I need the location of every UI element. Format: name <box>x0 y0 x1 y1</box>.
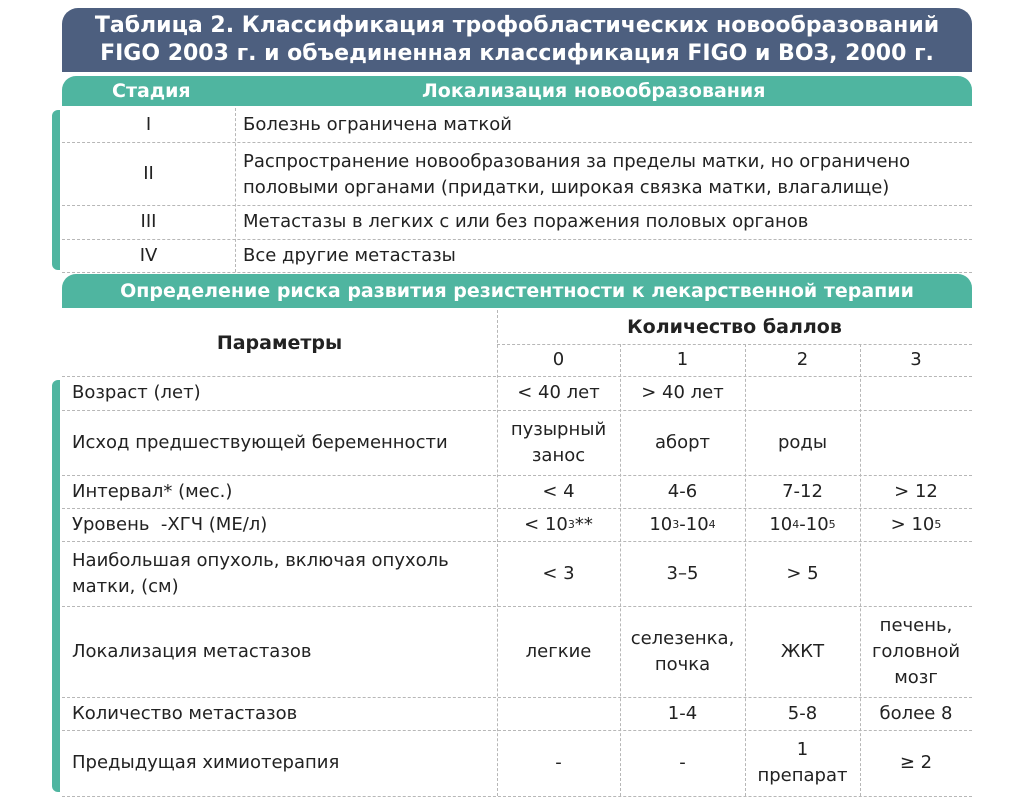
chemotherapy-score-2 <box>745 730 860 796</box>
age-label: Возраст (лет) <box>72 382 201 403</box>
interval-score-0: < 4 <box>542 480 575 502</box>
metastasis-count-label: Количество метастазов <box>72 702 298 724</box>
metastasis-location-score-2: ЖКТ <box>780 640 825 662</box>
hcg-label: Уровень -ХГЧ (МЕ/л) <box>72 513 268 535</box>
chemotherapy-label: Предыдущая химиотерапия <box>72 752 340 773</box>
chemotherapy-score-2-line-1: 1 <box>796 739 809 760</box>
stage-i: I <box>145 114 152 135</box>
metastasis-count-score-1: 1-4 <box>667 702 698 724</box>
metastasis-location-label: Локализация метастазов <box>72 640 312 662</box>
staging-bracket <box>52 110 60 270</box>
chemotherapy-score-1: - <box>679 752 686 773</box>
score-header: Количество баллов <box>627 316 842 338</box>
score-2: 2 <box>796 349 809 370</box>
metastasis-location-score-1 <box>620 606 745 697</box>
age-score-1: > 40 лет <box>641 382 724 403</box>
metastasis-count-score-2: 5-8 <box>787 702 818 724</box>
parameters-header: Параметры <box>216 332 343 354</box>
metastasis-location-score-3-line-2: головной <box>871 640 961 662</box>
metastasis-location-score-1-line-1: селезенка, <box>630 627 735 649</box>
stage-ii: II <box>143 162 154 184</box>
staging-row-divider <box>62 272 972 273</box>
stage-ii-description <box>243 144 963 205</box>
tumor-score-0: < 3 <box>542 562 575 584</box>
hcg-score-3-base: > 10 <box>890 513 935 535</box>
stage-iv: IV <box>139 244 158 266</box>
table-title-line-2: FIGO 2003 г. и объединенная классификация FIGO и ВОЗ, 2000 г. <box>100 41 934 66</box>
tumor-score-2: > 5 <box>786 562 819 584</box>
pregnancy-score-0-line-2: занос <box>531 444 586 466</box>
metastasis-location-score-3-line-3: мозг <box>894 666 938 688</box>
chemotherapy-score-2-line-2: препарат <box>757 765 848 786</box>
table-title-line-1: Таблица 2. Классификация трофобластических новообразований <box>94 13 940 38</box>
metastasis-location-score-0: легкие <box>525 640 592 662</box>
interval-score-1: 4-6 <box>667 480 698 502</box>
hcg-score-2-upper: -10 <box>799 513 829 535</box>
metastasis-count-score-3: более 8 <box>879 702 953 724</box>
hcg-score-0: < 10 3 ** <box>497 508 620 541</box>
stage-column-header: Стадия <box>112 80 191 102</box>
stage-iv-description: Все другие метастазы <box>243 244 456 266</box>
stage-iii-description: Метастазы в легких с или без поражения половых органов <box>243 211 809 232</box>
stage-ii-description-line-1: Распространение новообразования за пределы матки, но ограничено <box>243 150 911 172</box>
pregnancy-score-0 <box>497 410 620 475</box>
pregnancy-score-1: аборт <box>654 431 711 453</box>
tumor-label-line-2: матки, (см) <box>72 575 179 597</box>
chemotherapy-score-3: ≥ 2 <box>899 752 933 773</box>
score-0: 0 <box>552 349 565 370</box>
interval-score-2: 7-12 <box>782 480 823 502</box>
hcg-score-1-upper: -10 <box>679 513 709 535</box>
age-score-0: < 40 лет <box>517 382 600 403</box>
stage-ii-description-line-2: половыми органами (придатки, широкая связка матки, влагалище) <box>243 176 890 198</box>
hcg-score-1: 10 3 -10 4 <box>620 508 745 541</box>
pregnancy-score-0-line-1: пузырный <box>510 418 607 440</box>
score-3: 3 <box>910 349 922 370</box>
staging-header-bar <box>62 76 972 106</box>
risk-header-bar <box>62 274 972 308</box>
risk-header-text: Определение риска развития резистентности к лекарственной терапии <box>120 280 914 302</box>
pregnancy-score-2: роды <box>777 431 828 453</box>
score-1: 1 <box>676 349 689 370</box>
hcg-score-2-base: 10 <box>769 513 793 535</box>
interval-label: Интервал* (мес.) <box>72 480 233 502</box>
hcg-score-3: > 10 5 <box>860 508 972 541</box>
tumor-score-1: 3–5 <box>666 562 699 584</box>
tumor-label-line-1: Наибольшая опухоль, включая опухоль <box>72 549 449 571</box>
interval-score-3: > 12 <box>894 480 938 502</box>
stage-iii: III <box>140 211 157 232</box>
pregnancy-label: Исход предшествующей беременности <box>72 431 448 453</box>
hcg-score-2: 10 4 -10 5 <box>745 508 860 541</box>
metastasis-location-score-3 <box>860 606 972 697</box>
chemotherapy-score-0: - <box>555 752 562 773</box>
metastasis-location-score-1-line-2: почка <box>654 653 711 675</box>
table-title <box>62 8 972 72</box>
staging-column-divider <box>235 108 236 272</box>
hcg-score-0-footnote-mark: ** <box>574 513 593 535</box>
risk-row-divider <box>62 796 972 797</box>
stage-i-description: Болезнь ограничена маткой <box>243 114 512 135</box>
metastasis-location-score-3-line-1: печень, <box>879 614 953 636</box>
hcg-score-1-base: 10 <box>649 513 673 535</box>
hcg-score-0-base: < 10 <box>524 513 568 535</box>
tumor-label <box>72 541 492 606</box>
risk-bracket <box>52 380 60 792</box>
localization-column-header: Локализация новообразования <box>422 80 766 102</box>
